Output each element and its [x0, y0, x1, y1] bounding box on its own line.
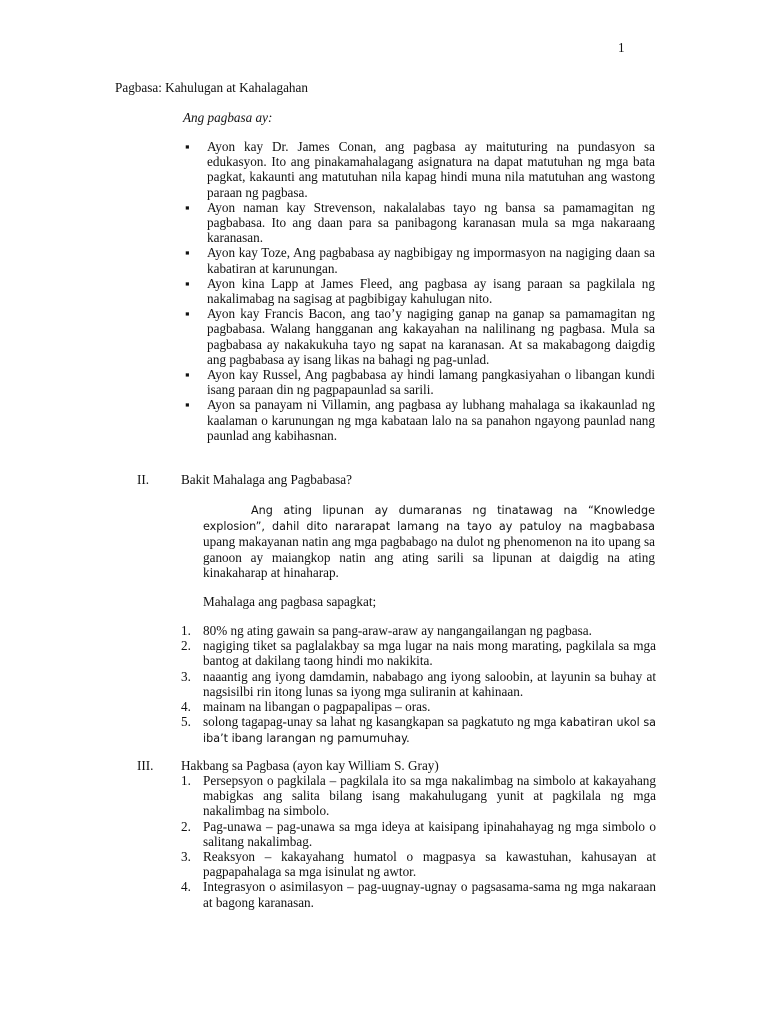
- section1-subheading: Ang pagbasa ay:: [183, 110, 273, 125]
- list-item: [181, 669, 656, 699]
- item-number: 1.: [181, 623, 191, 638]
- section2-title: Bakit Mahalaga ang Pagbabasa?: [181, 472, 353, 487]
- item-text: naaantig ang iyong damdamin, nababago ang iyong saloobin, at layunin sa buhay at nagsisilbi rin itong lunas sa iyong mga suliranin at kahinaan.: [203, 668, 656, 699]
- item-number: 1.: [181, 773, 191, 788]
- section2-lead: Mahalaga ang pagbasa sapagkat;: [203, 594, 377, 609]
- list-item: [181, 638, 656, 668]
- list-item: [181, 849, 656, 879]
- bullet-item: ▪ Ayon kay Toze, Ang pagbabasa ay nagbibigay ng impormasyon na nagiging daan sa kabatiran at karunungan.: [185, 245, 655, 275]
- item-number: 2.: [181, 638, 191, 654]
- section3-title: Hakbang sa Pagbasa (ayon kay William S. Gray): [181, 758, 439, 773]
- paragraph-part-1: Ang ating lipunan ay dumaranas ng tinatawag na “Knowledge explosion”, dahil dito nararapat lamang na tayo ay patuloy na magbabasa: [203, 504, 655, 534]
- item-text: nagiging tiket sa paglalakbay sa mga lugar na nais mong marating, pagkilala sa mga bantog at dakilang taong hindi mo nakikita.: [203, 638, 656, 669]
- list-item: [181, 819, 656, 849]
- bullet-item: ▪ Ayon kay Russel, Ang pagbabasa ay hindi lamang pangkasiyahan o libangan kundi isang paraan din ng pagpapaunlad sa sarili.: [185, 367, 655, 397]
- item-text: Reaksyon – kakayahang humatol o magpasya sa kawastuhan, kahusayan at pagpapahalaga sa mga isinulat ng awtor.: [203, 849, 656, 880]
- item-number: 2.: [181, 818, 191, 834]
- item-text: 80% ng ating gawain sa pang-araw-araw ay nangangailangan ng pagbasa.: [203, 623, 592, 638]
- importance-list: [181, 623, 656, 747]
- list-item: [181, 623, 656, 638]
- item-number: 3.: [181, 849, 191, 865]
- item-text-continuation: kabatiran ukol sa iba’t ibang larangan ng pamumuhay.: [203, 716, 656, 746]
- item-text: Persepsyon o pagkilala – pagkilala ito sa mga nakalimbag na simbolo at kakayahang mabigkas ang salita bilang isang makahulugang yunit at pagkilala ng mga nakalimbag na simbolo.: [203, 773, 656, 819]
- item-number: 4.: [181, 699, 191, 715]
- item-text: Integrasyon o asimilasyon – pag-uugnay-ugnay o pagsasama-sama ng mga nakaraan at bagong karanasan.: [203, 879, 656, 910]
- list-item: [181, 699, 656, 714]
- bullet-item: ▪ Ayon naman kay Strevenson, nakalalabas tayo ng bansa sa pamamagitan ng pagbabasa. Ito ang daan para sa panibagong karanasan mula sa mga nakaraang karanasan.: [185, 200, 655, 246]
- reading-steps-list: [181, 773, 656, 910]
- item-text: mainam na libangan o pagpapalipas – oras.: [203, 699, 431, 715]
- item-text: solong tagapag-unay sa lahat ng kasangkapan sa pagkatuto ng mga: [203, 714, 557, 730]
- item-number: 3.: [181, 668, 191, 684]
- list-item: [181, 714, 656, 746]
- bullet-item: ▪ Ayon sa panayam ni Villamin, ang pagbasa ay lubhang mahalaga sa ikakaunlad ng kaalaman o karunungan ng mga kabataan lalo na sa panahon ngayong paunlad nang paunlad ang kabihasnan.: [185, 397, 655, 443]
- definition-bullet-list: [185, 139, 655, 443]
- bullet-item: ▪ Ayon kay Dr. James Conan, ang pagbasa ay maituturing na pundasyon sa edukasyon. Ito ang pinakamahalagang asignatura na dapat matutuhan ng mga bata pagkat, kakaunti ang matutuhan nila kapag hindi muna nila matutuhan ang wastong paraan ng pagbasa.: [185, 139, 655, 200]
- item-number: 4.: [181, 879, 191, 895]
- list-item: [181, 879, 656, 909]
- section3-number: III.: [137, 758, 154, 773]
- page-number: 1: [618, 40, 625, 55]
- list-item: [181, 773, 656, 819]
- bullet-item: ▪ Ayon kay Francis Bacon, ang tao’y nagiging ganap na ganap sa pamamagitan ng pagbabasa. Walang hangganan ang kakayahan na nalilinang ng pagbasa. Mula sa pagbabasa ay nakakukuha tayo ng sapat na karanasan. At sa makabagong daigdig ang pagbabasa ay isang likas na bahagi ng pag-unlad.: [185, 306, 655, 367]
- section2-paragraph: [203, 502, 655, 580]
- item-number: 5.: [181, 714, 191, 730]
- paragraph-part-2: upang makayanan natin ang mga pagbabago na dulot ng phenomenon na ito upang sa ganoon ay maiangkop natin ang ating sarili sa lipunan at daigdig na ating kinakaharap at hinaharap.: [203, 534, 655, 580]
- document-title: Pagbasa: Kahulugan at Kahalagahan: [115, 80, 308, 95]
- section2-number: II.: [137, 472, 150, 487]
- item-text: Pag-unawa – pag-unawa sa mga ideya at kaisipang ipinahahayag ng mga simbolo o salitang nakalimbag.: [203, 818, 656, 849]
- bullet-item: ▪ Ayon kina Lapp at James Fleed, ang pagbasa ay isang paraan sa pagkilala ng nakalimabag na sagisag at pagbibigay kahulugan nito.: [185, 276, 655, 306]
